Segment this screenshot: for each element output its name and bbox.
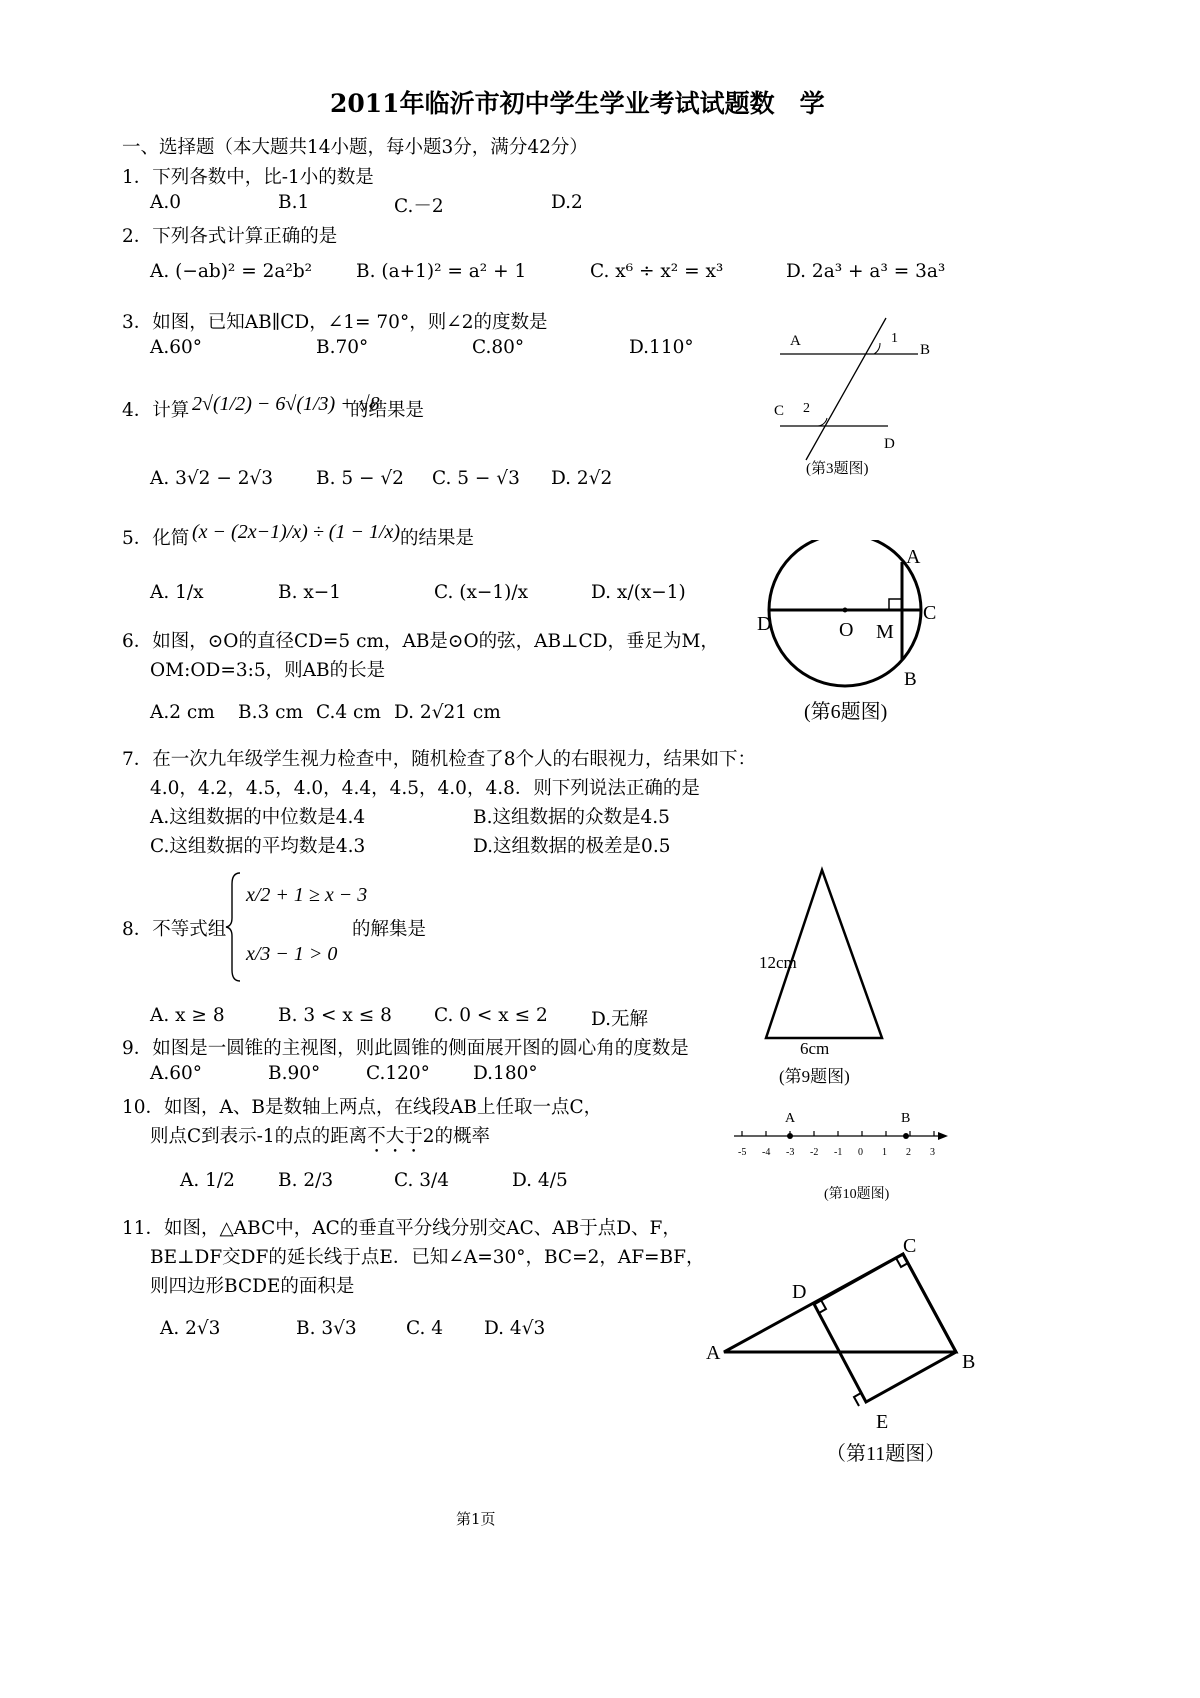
q6-label-m: M	[876, 621, 894, 643]
q9-side-label: 12cm	[759, 953, 797, 972]
q4-option-d: D. 2√2	[551, 468, 613, 489]
q11-label-d: D	[792, 1281, 807, 1303]
q3-angle-2: 2	[803, 401, 810, 416]
q2-option-b: B. (a+1)² = a² + 1	[356, 261, 527, 282]
q1-option-a: A.0	[150, 192, 182, 213]
q6-figure	[752, 540, 952, 730]
q7-option-d: D.这组数据的极差是0.5	[473, 836, 671, 857]
q6-option-a: A.2 cm	[150, 702, 215, 723]
q3-label-a: A	[790, 333, 801, 349]
q4-stem-prefix: 4．计算	[122, 400, 190, 421]
q10-caption: (第10题图)	[824, 1187, 890, 1202]
q6-label-a: A	[906, 546, 921, 568]
q3-caption: (第3题图)	[806, 461, 869, 477]
q4-option-c: C. 5 − √3	[432, 468, 520, 489]
q5-option-c: C. (x−1)/x	[434, 582, 529, 603]
q8-option-d: D.无解	[591, 1009, 649, 1030]
q2-option-a: A. (−ab)² = 2a²b²	[150, 261, 313, 282]
q8-brace	[224, 870, 244, 985]
q10-tick-label: 0	[858, 1147, 863, 1158]
q8-option-b: B. 3 < x ≤ 8	[278, 1005, 392, 1026]
q10-option-c: C. 3/4	[394, 1170, 450, 1191]
q9-figure	[752, 862, 902, 1092]
q9-option-d: D.180°	[473, 1063, 538, 1084]
q6-label-d: D	[757, 613, 772, 635]
section-heading: 一、选择题（本大题共14小题，每小题3分，满分42分）	[122, 137, 588, 158]
q10-line2-c: 2的概率	[422, 1126, 490, 1147]
q7-option-a: A.这组数据的中位数是4.4	[150, 807, 366, 828]
q8-stem-prefix: 8．不等式组	[122, 919, 227, 940]
q7-option-c: C.这组数据的平均数是4.3	[150, 836, 366, 857]
q6-label-c: C	[923, 602, 937, 624]
q10-option-b: B. 2/3	[278, 1170, 334, 1191]
q10-tick-label: -2	[810, 1147, 819, 1158]
q10-tick-label: 1	[882, 1147, 887, 1158]
q10-number-line	[728, 1100, 953, 1210]
q7-option-b: B.这组数据的众数是4.5	[473, 807, 670, 828]
q8-stem-suffix: 的解集是	[352, 919, 427, 940]
q11-option-c: C. 4	[406, 1318, 444, 1339]
q11-label-e: E	[876, 1411, 889, 1433]
q10-line1: 10．如图，A、B是数轴上两点，在线段AB上任取一点C，	[122, 1097, 603, 1118]
q10-line2-a: 则点C到表示-1的点的距离	[150, 1126, 368, 1147]
q1-option-d: D.2	[551, 192, 583, 213]
q10-option-d: D. 4/5	[512, 1170, 568, 1191]
q10-line2-emphasis: 不大于	[367, 1126, 423, 1147]
q9-stem: 9．如图是一圆锥的主视图，则此圆锥的侧面展开图的圆心角的度数是	[122, 1038, 689, 1059]
page-footer: 第1页	[456, 1510, 496, 1528]
q3-option-c: C.80°	[472, 337, 525, 358]
q11-label-b: B	[962, 1351, 976, 1373]
q10-tick-label: -5	[738, 1147, 747, 1158]
q8-inequality-1: x/2 + 1 ≥ x − 3	[246, 884, 368, 906]
q1-option-b: B.1	[278, 192, 310, 213]
q2-option-c: C. x⁶ ÷ x² = x³	[590, 261, 724, 282]
q11-option-b: B. 3√3	[296, 1318, 357, 1339]
q10-option-a: A. 1/2	[180, 1170, 235, 1191]
q11-line1: 11．如图，△ABC中，AC的垂直平分线分别交AC、AB于点D、F，	[122, 1218, 681, 1239]
q10-tick-label: -4	[762, 1147, 771, 1158]
q11-line2: BE⊥DF交DF的延长线于点E．已知∠A=30°，BC=2，AF=BF，	[150, 1247, 705, 1268]
q7-line2: 4.0，4.2，4.5，4.0，4.4，4.5，4.0，4.8．则下列说法正确的是	[150, 778, 700, 799]
q10-tick-label: -1	[834, 1147, 843, 1158]
q10-point-b: B	[901, 1111, 911, 1126]
q3-label-d: D	[884, 436, 895, 452]
q3-option-d: D.110°	[629, 337, 694, 358]
q8-option-c: C. 0 < x ≤ 2	[434, 1005, 548, 1026]
q5-option-b: B. x−1	[278, 582, 342, 603]
q9-base-label: 6cm	[800, 1039, 830, 1058]
q5-option-d: D. x/(x−1)	[591, 582, 686, 603]
q10-tick-label: -3	[786, 1147, 795, 1158]
page-title: 2011年临沂市初中学生学业考试试题数 学	[330, 89, 825, 118]
q2-stem: 2．下列各式计算正确的是	[122, 226, 338, 247]
q11-label-c: C	[903, 1235, 917, 1257]
q6-line2: OM:OD=3:5，则AB的长是	[150, 660, 386, 681]
q10-tick-label: 2	[906, 1147, 911, 1158]
q7-line1: 7．在一次九年级学生视力检查中，随机检查了8个人的右眼视力，结果如下：	[122, 749, 757, 770]
q3-stem: 3．如图，已知AB∥CD，∠1= 70°，则∠2的度数是	[122, 312, 548, 333]
q2-option-d: D. 2a³ + a³ = 3a³	[786, 261, 946, 282]
q3-figure	[770, 312, 950, 482]
q6-option-d: D. 2√21 cm	[394, 702, 501, 723]
q3-option-a: A.60°	[150, 337, 203, 358]
q9-option-b: B.90°	[268, 1063, 321, 1084]
q5-stem-prefix: 5．化简	[122, 528, 190, 549]
q9-caption: (第9题图)	[779, 1067, 850, 1086]
q8-inequality-2: x/3 − 1 > 0	[246, 943, 338, 965]
q9-option-c: C.120°	[366, 1063, 430, 1084]
q3-option-b: B.70°	[316, 337, 369, 358]
q4-stem-suffix: 的结果是	[350, 400, 425, 421]
q10-tick-label: 3	[930, 1147, 935, 1158]
q6-line1: 6．如图，⊙O的直径CD=5 cm，AB是⊙O的弦，AB⊥CD，垂足为M，	[122, 631, 719, 652]
q10-point-a: A	[785, 1111, 796, 1126]
q8-option-a: A. x ≥ 8	[150, 1005, 225, 1026]
q1-option-c: C.－2	[394, 196, 444, 217]
q5-stem-suffix: 的结果是	[400, 528, 475, 549]
q11-option-d: D. 4√3	[484, 1318, 546, 1339]
q9-option-a: A.60°	[150, 1063, 203, 1084]
q1-stem: 1．下列各数中，比-1小的数是	[122, 167, 374, 188]
q11-figure	[700, 1232, 1000, 1472]
q4-option-b: B. 5 − √2	[316, 468, 404, 489]
q6-label-b: B	[904, 669, 917, 690]
q6-option-c: C.4 cm	[316, 702, 381, 723]
q5-option-a: A. 1/x	[150, 582, 204, 603]
q6-caption: (第6题图)	[804, 701, 888, 723]
q11-caption: （第11题图）	[826, 1443, 946, 1465]
q3-label-b: B	[920, 342, 931, 358]
q5-expression: (x − (2x−1)/x) ÷ (1 − 1/x)	[192, 521, 401, 543]
q6-label-o: O	[839, 619, 854, 641]
q11-line3: 则四边形BCDE的面积是	[150, 1276, 355, 1297]
q3-angle-1: 1	[891, 331, 898, 346]
q11-label-a: A	[706, 1342, 721, 1364]
q11-option-a: A. 2√3	[160, 1318, 221, 1339]
q6-option-b: B.3 cm	[238, 702, 304, 723]
q4-expression: 2√(1/2) − 6√(1/3) + √8	[192, 393, 380, 415]
q4-option-a: A. 3√2 − 2√3	[150, 468, 274, 489]
q3-label-c: C	[774, 403, 785, 419]
